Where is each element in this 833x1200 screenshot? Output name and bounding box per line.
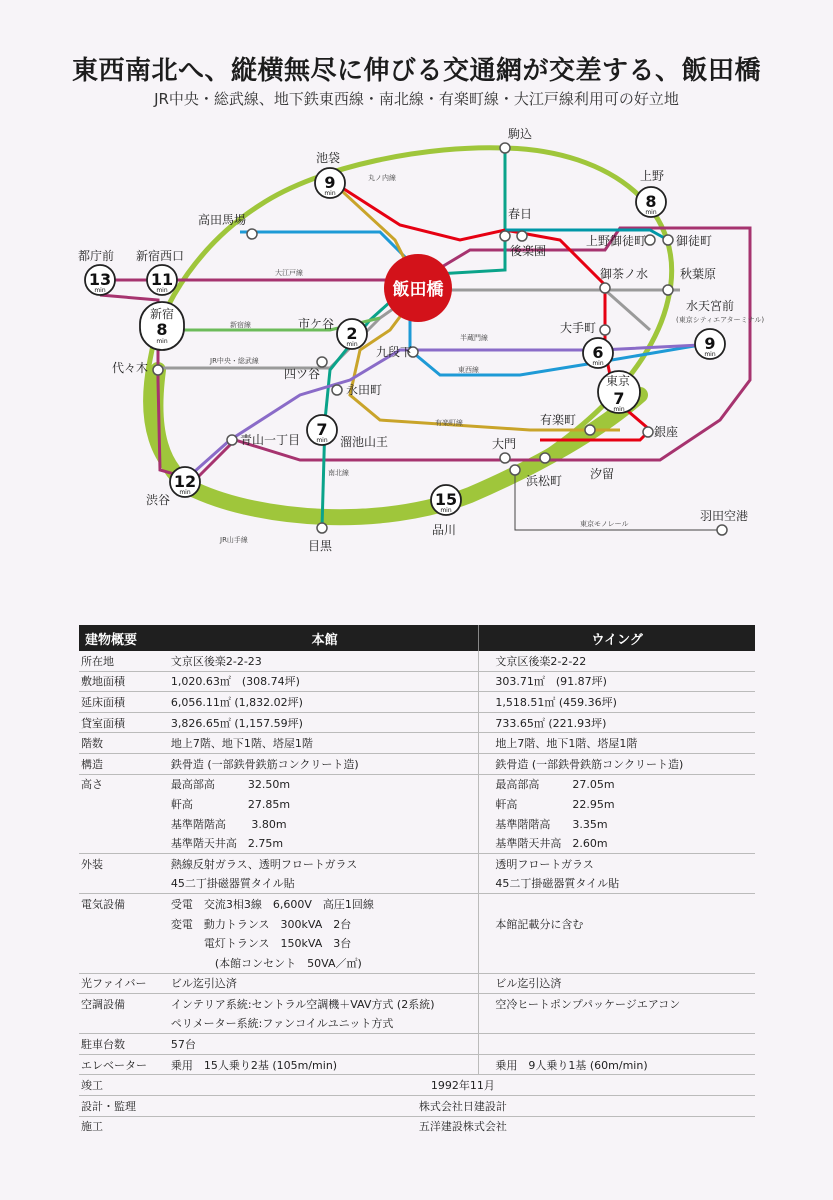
row-label: 駐車台数: [79, 1034, 171, 1055]
main-building-value: 1,020.63㎡ (308.74坪): [171, 671, 479, 692]
svg-text:7: 7: [316, 420, 328, 439]
row-label: 外装: [79, 853, 171, 873]
table-row: [79, 774, 755, 794]
table-row: [79, 853, 755, 873]
table-row: [79, 1014, 755, 1034]
svg-text:min: min: [94, 287, 106, 294]
station-label-ochanomizu: 御茶ノ水: [600, 267, 649, 281]
row-label: 施工: [79, 1116, 171, 1136]
line-label-shinjuku: 新宿線: [230, 321, 251, 329]
line-label-marunouchi: 丸ノ内線: [368, 174, 396, 182]
station-label-suitengumae: 水天宮前: [686, 299, 735, 313]
station-label-yotsuya: 四ツ谷: [284, 367, 321, 381]
wing-value: 733.65㎡ (221.93坪): [479, 712, 755, 733]
svg-text:min: min: [179, 489, 191, 496]
table-row-merged: [79, 1096, 755, 1117]
svg-text:13: 13: [88, 270, 112, 289]
main-building-value: 電灯トランス 150kVA 3台: [171, 933, 479, 953]
svg-text:min: min: [346, 341, 358, 348]
merged-value: 株式会社日建設計: [171, 1096, 755, 1117]
svg-text:min: min: [324, 190, 336, 197]
station-label-otemachi: 大手町: [560, 321, 597, 335]
badge-shinagawa: [431, 485, 461, 515]
wing-value: 1,518.51㎡ (459.36坪): [479, 692, 755, 713]
main-building-value: 45二丁掛磁器質タイル貼: [171, 874, 479, 894]
station-label-yurakucho: 有楽町: [540, 413, 577, 427]
svg-text:2: 2: [346, 324, 358, 343]
station-label-hamamatsucho: 浜松町: [526, 474, 563, 488]
line-label-yurakucho: 有楽町線: [435, 419, 463, 427]
wing-value: 乗用 9人乗り1基 (60m/min): [479, 1054, 755, 1075]
table-body: [79, 651, 755, 1136]
station-label-meguro: 目黒: [308, 539, 333, 553]
table-row: [79, 973, 755, 994]
row-label: 敷地面積: [79, 671, 171, 692]
row-label: 所在地: [81, 654, 114, 668]
table-row: [79, 814, 755, 834]
station-label-ichigaya: 市ケ谷: [298, 317, 335, 331]
svg-text:min: min: [613, 406, 625, 413]
main-building-value: ペリメーター系統:ファンコイルユニット方式: [171, 1014, 479, 1034]
main-building-value: (本館コンセント 50VA／㎡): [171, 953, 479, 973]
main-building-value: 乗用 15人乗り2基 (105m/min): [171, 1054, 479, 1075]
wing-value: [479, 894, 755, 914]
table-row: [79, 833, 755, 853]
header-overview: 建物概要: [79, 625, 171, 651]
main-building-value: 鉄骨造 (一部鉄骨鉄筋コンクリート造): [171, 753, 479, 774]
line-label-monorail: 東京モノレール: [580, 520, 629, 528]
station-label-tokyo: 東京: [606, 374, 631, 388]
row-label: [79, 933, 171, 953]
svg-text:7: 7: [613, 389, 625, 408]
main-building-value: 熱線反射ガラス、透明フロートガラス: [171, 853, 479, 873]
line-label-yamanote: JR山手線: [220, 536, 248, 544]
station-label-shinagawa: 品川: [432, 523, 457, 537]
main-building-value: インテリア系統:セントラル空調機＋VAV方式 (2系統): [171, 994, 479, 1014]
wing-value: 303.71㎡ (91.87坪): [479, 671, 755, 692]
tozai-line: [240, 232, 700, 375]
row-label: 電気設備: [79, 894, 171, 914]
station-label-akihabara: 秋葉原: [680, 267, 717, 281]
table-row: [79, 894, 755, 914]
svg-text:11: 11: [150, 270, 174, 289]
header-main-building: 本館: [171, 625, 479, 651]
row-label: 階数: [79, 733, 171, 754]
badge-suitengumae: [695, 329, 725, 359]
svg-text:min: min: [440, 507, 452, 514]
building-spec-table: [79, 625, 755, 1136]
badge-shibuya: [170, 467, 200, 497]
table-row: [79, 994, 755, 1014]
station-note-suitengumae: (東京シティエアターミナル): [676, 316, 765, 324]
svg-text:9: 9: [324, 173, 336, 192]
table-row: [79, 874, 755, 894]
badge-otemachi: [583, 338, 613, 368]
station-label-ikebukuro: 池袋: [316, 151, 341, 165]
wing-value: 空冷ヒートポンプパッケージエアコン: [479, 994, 755, 1014]
table-row: [79, 651, 755, 671]
merged-value: 1992年11月: [171, 1075, 755, 1096]
station-label-korakuen: 後楽園: [510, 244, 547, 258]
main-building-value: 最高部高 32.50m: [171, 774, 479, 794]
wing-value: 最高部高 27.05m: [479, 774, 755, 794]
table-row: [79, 753, 755, 774]
station-label-okachimachi: 御徒町: [676, 234, 713, 248]
table-row: [79, 733, 755, 754]
badge-shinjukunishiguchi: [147, 265, 177, 295]
chuo-sobu-branch: [605, 290, 650, 330]
main-building-value: 3,826.65㎡ (1,157.59坪): [171, 712, 479, 733]
station-label-shinjuku: 新宿: [149, 307, 175, 321]
svg-text:9: 9: [704, 334, 716, 353]
station-label-tameikesanno: 溜池山王: [340, 435, 389, 449]
badge-ikebukuro: [315, 168, 345, 198]
svg-text:min: min: [156, 287, 168, 294]
svg-text:min: min: [592, 360, 604, 367]
wing-value: 文京区後楽2-2-22: [495, 654, 587, 668]
row-label: [79, 874, 171, 894]
station-label-shiodome: 汐留: [590, 467, 615, 481]
row-label: [79, 794, 171, 814]
table-row: [79, 712, 755, 733]
table-row: [79, 914, 755, 934]
badge-tochomae: [85, 265, 115, 295]
svg-text:min: min: [704, 351, 716, 358]
wing-value: [479, 933, 755, 953]
station-label-ueno: 上野: [640, 169, 665, 183]
row-label: 高さ: [79, 774, 171, 794]
row-label: 竣工: [79, 1075, 171, 1096]
station-label-tochomae: 都庁前: [78, 249, 115, 263]
table-row-merged: [79, 1116, 755, 1136]
row-label: エレベーター: [79, 1054, 171, 1075]
wing-value: 本館記載分に含む: [495, 917, 584, 931]
row-label: [79, 914, 171, 934]
station-label-komagome: 駒込: [508, 127, 533, 141]
main-building-value: 基準階天井高 2.75m: [171, 833, 479, 853]
station-label-yoyogi: 代々木: [112, 361, 149, 375]
wing-value: 軒高 22.95m: [495, 797, 615, 811]
station-label-haneda: 羽田空港: [700, 509, 749, 523]
row-label: 構造: [79, 753, 171, 774]
line-label-chuo-sobu: JR中央・総武線: [210, 357, 259, 365]
main-building-value: 軒高 27.85m: [171, 794, 479, 814]
table-header-row: [79, 625, 755, 651]
station-label-ginza: 銀座: [654, 425, 679, 439]
wing-value: [479, 1034, 755, 1055]
wing-value: [479, 1014, 755, 1034]
table-row: [79, 671, 755, 692]
row-label: [79, 953, 171, 973]
badge-ueno: [636, 187, 666, 217]
main-building-value: 変電 動力トランス 300kVA 2台: [171, 914, 479, 934]
wing-value: 基準階天井高 2.60m: [495, 837, 608, 851]
svg-text:飯田橋: 飯田橋: [392, 280, 444, 300]
line-label-tozai: 東西線: [458, 366, 479, 374]
min-unit-shinjuku: min: [156, 338, 168, 345]
header-wing: ウイング: [479, 625, 755, 651]
badge-ichigaya: [337, 319, 367, 349]
line-label-oedo: 大江戸線: [275, 269, 303, 277]
station-label-shibuya: 渋谷: [146, 493, 171, 507]
svg-text:min: min: [316, 437, 328, 444]
station-label-daimon: 大門: [492, 437, 517, 451]
minutes-shinjuku: 8: [156, 320, 168, 339]
wing-value: ビル迄引込済: [479, 973, 755, 994]
center-station-marker: [384, 254, 452, 322]
row-label: 空調設備: [79, 994, 171, 1014]
row-label: [79, 1014, 171, 1034]
table-row: [79, 794, 755, 814]
svg-text:min: min: [645, 209, 657, 216]
main-building-value: 受電 交流3相3線 6,600V 高圧1回線: [171, 894, 479, 914]
line-label-namboku: 南北線: [328, 469, 349, 477]
table-row: [79, 1034, 755, 1055]
wing-value: 地上7階、地下1階、塔屋1階: [479, 733, 755, 754]
wing-value: 透明フロートガラス: [479, 853, 755, 873]
merged-value: 五洋建設株式会社: [171, 1116, 755, 1136]
station-label-kudanshita: 九段下: [376, 345, 413, 359]
wing-value: 基準階階高 3.35m: [495, 817, 608, 831]
station-label-nagatacho: 永田町: [346, 383, 383, 397]
main-building-value: 6,056.11㎡ (1,832.02坪): [171, 692, 479, 713]
table-row: [79, 692, 755, 713]
main-building-value: 文京区後楽2-2-23: [171, 651, 479, 671]
table-row: [79, 933, 755, 953]
svg-text:12: 12: [173, 472, 197, 491]
main-building-value: ビル迄引込済: [171, 973, 479, 994]
wing-value: [479, 953, 755, 973]
badge-tameikesanno: [307, 415, 337, 445]
table-row: [79, 953, 755, 973]
main-building-value: 地上7階、地下1階、塔屋1階: [171, 733, 479, 754]
row-label: 光ファイバー: [79, 973, 171, 994]
table-row-merged: [79, 1075, 755, 1096]
row-label: 貸室面積: [79, 712, 171, 733]
row-label: [79, 833, 171, 853]
wing-value: 鉄骨造 (一部鉄骨鉄筋コンクリート造): [479, 753, 755, 774]
station-label-takadanobaba: 高田馬場: [198, 213, 247, 227]
wing-value: 45二丁掛磁器質タイル貼: [495, 877, 620, 891]
station-label-aoyamaitchome: 青山一丁目: [240, 433, 301, 447]
line-label-hanzomon: 半蔵門線: [460, 334, 488, 342]
svg-text:8: 8: [645, 192, 657, 211]
main-building-value: 基準階階高 3.80m: [171, 814, 479, 834]
svg-text:15: 15: [434, 490, 458, 509]
station-label-kasuga: 春日: [508, 207, 533, 221]
row-label: 延床面積: [79, 692, 171, 713]
main-building-value: 57台: [171, 1034, 479, 1055]
svg-text:6: 6: [592, 343, 604, 362]
table-row: [79, 1054, 755, 1075]
row-label: 設計・監理: [79, 1096, 171, 1117]
station-label-shinjukunishiguchi: 新宿西口: [136, 249, 185, 263]
page-title: 東西南北へ、縦横無尽に伸びる交通網が交差する、飯田橋: [71, 56, 761, 86]
row-label: [79, 814, 171, 834]
station-label-uenookachimachi: 上野御徒町: [586, 234, 647, 248]
page-subtitle: JR中央・総武線、地下鉄東西線・南北線・有楽町線・大江戸線利用可の好立地: [154, 90, 679, 108]
